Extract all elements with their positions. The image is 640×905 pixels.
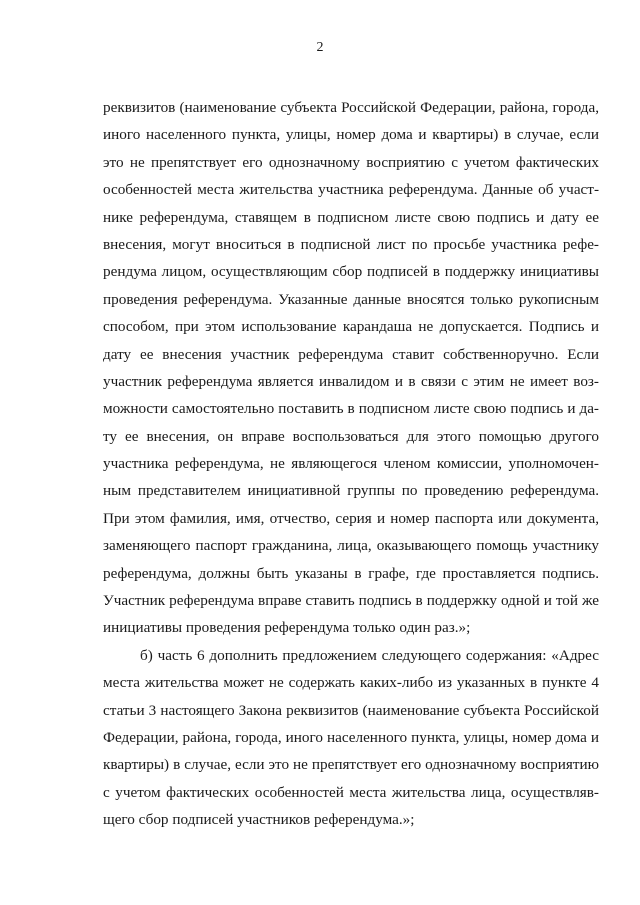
text-line: ту ее внесения, он вправе воспользоваться для этого помощью другого	[103, 427, 599, 445]
text-line: ным представителем инициативной группы по проведению референдума.	[103, 482, 599, 500]
text-line: инициативы проведения референдума только один раз.»;	[103, 619, 471, 637]
text-line: реквизитов (наименование субъекта Российской Федерации, района, города,	[103, 99, 599, 116]
text-line: нике референдума, ставящем в подписном листе свою подпись и дату ее	[103, 208, 599, 226]
text-line: это не препятствует его однозначному восприятию с учетом фактических	[103, 153, 599, 171]
text-line: способом, при этом использование карандаша не допускается. Подпись и	[103, 318, 599, 336]
text-line: иного населенного пункта, улицы, номер дома и квартиры) в случае, если	[103, 126, 599, 144]
text-line: места жительства может не содержать каких-либо из указанных в пункте 4	[103, 674, 599, 692]
document-body	[103, 94, 599, 834]
text-line: щего сбор подписей участников референдума.»;	[103, 811, 415, 829]
text-line: рендума лицом, осуществляющим сбор подписей в поддержку инициативы	[103, 263, 599, 281]
text-line: статьи 3 настоящего Закона реквизитов (наименование субъекта Российской	[103, 701, 599, 719]
text-line: можности самостоятельно поставить в подписном листе свою подпись и да-	[103, 400, 599, 418]
text-line: дату ее внесения участник референдума ставит собственноручно. Если	[103, 345, 599, 363]
text-line: проведения референдума. Указанные данные вносятся только рукописным	[103, 290, 599, 308]
text-line: Федерации, района, города, иного населенного пункта, улицы, номер дома и	[103, 728, 599, 746]
text-line: референдума, должны быть указаны в графе, где проставляется подпись.	[103, 564, 599, 582]
text-line: При этом фамилия, имя, отчество, серия и номер паспорта или документа,	[103, 509, 599, 527]
text-line: участника референдума, не являющегося членом комиссии, уполномочен-	[103, 455, 599, 473]
text-line: особенностей места жительства участника референдума. Данные об участ-	[103, 181, 599, 199]
text-line: внесения, могут вноситься в подписной лист по просьбе участника рефе-	[103, 235, 599, 253]
text-line: квартиры) в случае, если это не препятствует его однозначному восприятию	[103, 756, 599, 774]
text-line: участник референдума является инвалидом и в связи с этим не имеет воз-	[103, 372, 599, 390]
text-line: б) часть 6 дополнить предложением следующего содержания: «Адрес	[140, 646, 599, 664]
text-line: с учетом фактических особенностей места жительства лица, осуществляв-	[103, 783, 599, 801]
page-number: 2	[316, 40, 324, 55]
text-line: Участник референдума вправе ставить подпись в поддержку одной и той же	[103, 592, 599, 610]
text-line: заменяющего паспорт гражданина, лица, оказывающего помощь участнику	[103, 537, 599, 555]
